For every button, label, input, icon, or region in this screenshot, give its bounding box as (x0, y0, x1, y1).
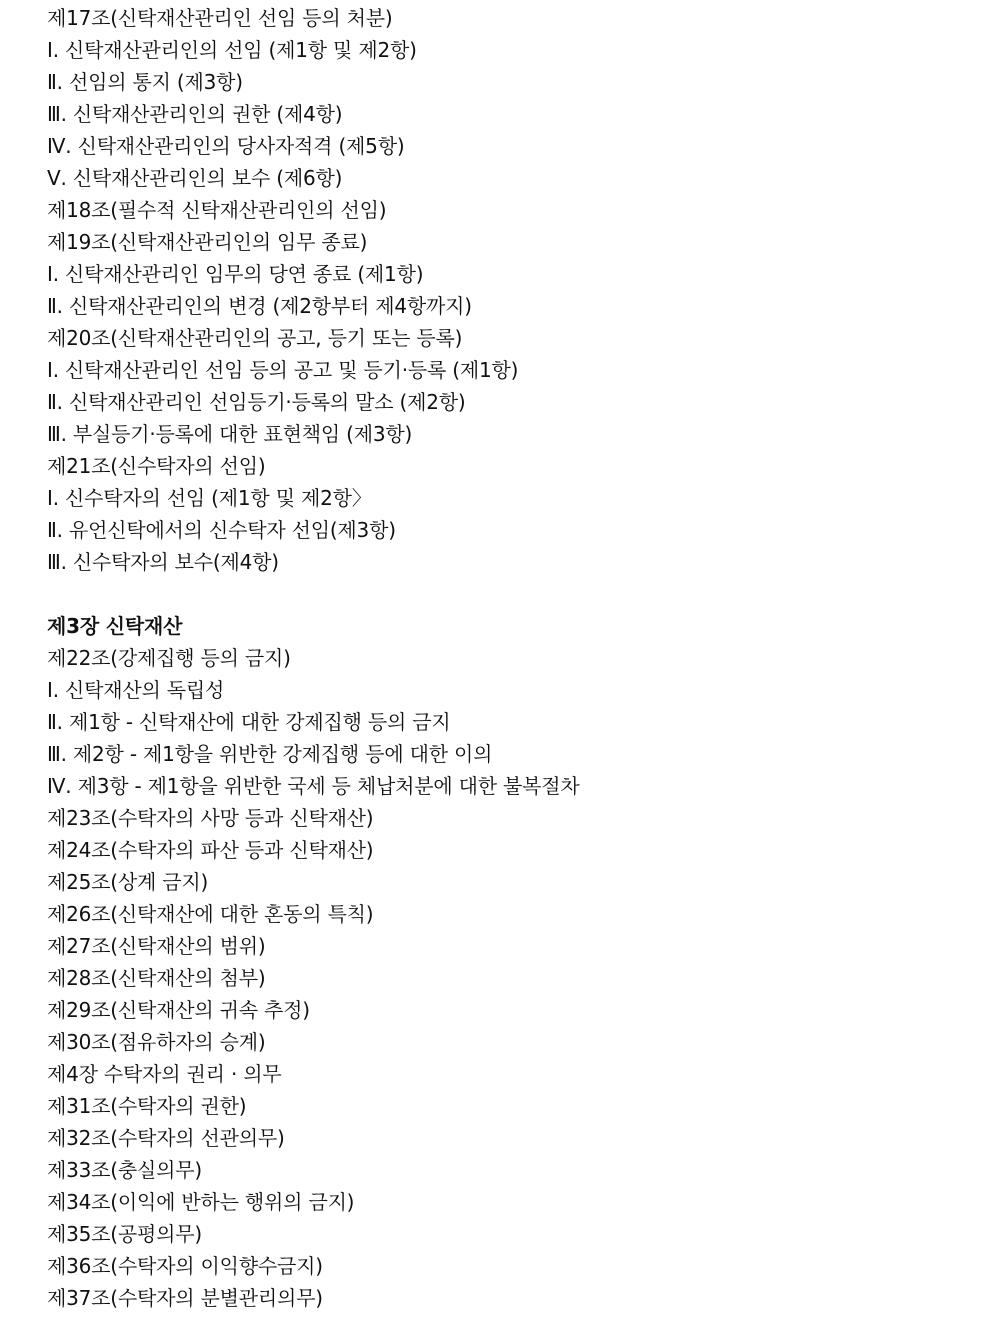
chapter-heading: 제3장 신탁재산 (47, 614, 183, 638)
toc-line: 제31조(수탁자의 권한) (47, 1094, 247, 1118)
toc-line: 제32조(수탁자의 선관의무) (47, 1126, 285, 1150)
toc-line: 제23조(수탁자의 사망 등과 신탁재산) (47, 806, 374, 830)
toc-line: Ⅱ. 제1항 - 신탁재산에 대한 강제집행 등의 금지 (47, 710, 451, 734)
toc-line: 제28조(신탁재산의 첨부) (47, 966, 266, 990)
toc-line: Ⅱ. 선임의 통지 (제3항) (47, 70, 243, 94)
toc-line: 제34조(이익에 반하는 행위의 금지) (47, 1190, 355, 1214)
toc-line: 제20조(신탁재산관리인의 공고, 등기 또는 등록) (47, 326, 463, 350)
toc-line: 제24조(수탁자의 파산 등과 신탁재산) (47, 838, 374, 862)
toc-line: 제29조(신탁재산의 귀속 추정) (47, 998, 310, 1022)
toc-line: Ⅱ. 신탁재산관리인의 변경 (제2항부터 제4항까지) (47, 294, 472, 318)
toc-line: Ⅰ. 신탁재산의 독립성 (47, 678, 225, 702)
toc-line: 제35조(공평의무) (47, 1222, 202, 1246)
toc-line: Ⅳ. 제3항 - 제1항을 위반한 국세 등 체납처분에 대한 불복절차 (47, 774, 580, 798)
toc-line: 제25조(상계 금지) (47, 870, 209, 894)
toc-line: 제30조(점유하자의 승계) (47, 1030, 266, 1054)
toc-line: Ⅱ. 신탁재산관리인 선임등기·등록의 말소 (제2항) (47, 390, 466, 414)
toc-line: Ⅴ. 신탁재산관리인의 보수 (제6항) (47, 166, 343, 190)
toc-line: 제37조(수탁자의 분별관리의무) (47, 1286, 323, 1310)
toc-line: Ⅰ. 신탁재산관리인의 선임 (제1항 및 제2항) (47, 38, 417, 62)
toc-line: 제33조(충실의무) (47, 1158, 202, 1182)
toc-line: Ⅱ. 유언신탁에서의 신수탁자 선임(제3항) (47, 518, 396, 542)
toc-line: Ⅲ. 신탁재산관리인의 권한 (제4항) (47, 102, 343, 126)
blank-line (47, 578, 977, 610)
toc-line: 제18조(필수적 신탁재산관리인의 선임) (47, 198, 387, 222)
toc-line: 제22조(강제집행 등의 금지) (47, 646, 291, 670)
toc-line: Ⅲ. 제2항 - 제1항을 위반한 강제집행 등에 대한 이의 (47, 742, 493, 766)
toc-line: 제36조(수탁자의 이익향수금지) (47, 1254, 323, 1278)
toc-line: 제21조(신수탁자의 선임) (47, 454, 266, 478)
toc-line: 제26조(신탁재산에 대한 혼동의 특칙) (47, 902, 374, 926)
document-body (47, 2, 977, 1314)
toc-line: Ⅲ. 신수탁자의 보수(제4항) (47, 550, 279, 574)
toc-line: Ⅲ. 부실등기·등록에 대한 표현책임 (제3항) (47, 422, 413, 446)
toc-line: 제4장 수탁자의 권리 · 의무 (47, 1062, 282, 1086)
toc-line: Ⅳ. 신탁재산관리인의 당사자적격 (제5항) (47, 134, 405, 158)
toc-line: Ⅰ. 신수탁자의 선임 (제1항 및 제2항〉 (47, 486, 372, 510)
toc-line: 제19조(신탁재산관리인의 임무 종료) (47, 230, 368, 254)
toc-line: 제17조(신탁재산관리인 선임 등의 처분) (47, 6, 393, 30)
toc-line: Ⅰ. 신탁재산관리인 선임 등의 공고 및 등기·등록 (제1항) (47, 358, 519, 382)
toc-line: 제27조(신탁재산의 범위) (47, 934, 266, 958)
toc-line: Ⅰ. 신탁재산관리인 임무의 당연 종료 (제1항) (47, 262, 424, 286)
